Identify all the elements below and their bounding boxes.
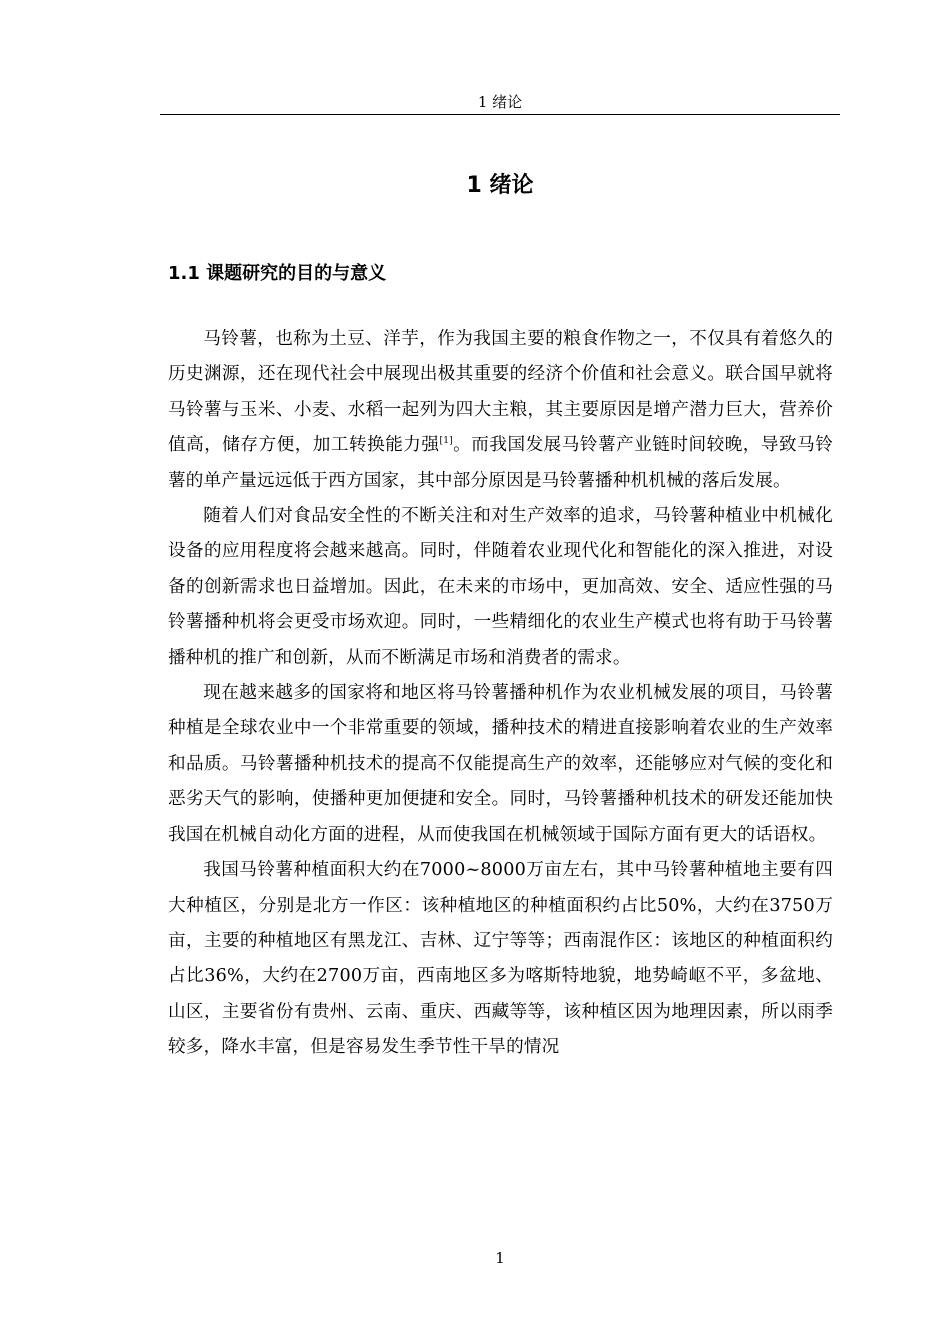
body-text — [168, 322, 833, 1066]
page-number: 1 — [495, 1249, 505, 1267]
paragraph-1 — [168, 322, 833, 499]
running-header: 1 绪论 — [477, 93, 523, 111]
chapter-title: 1 绪论 — [466, 173, 534, 198]
paragraph-1-text: 马铃薯，也称为土豆、洋芋，作为我国主要的粮食作物之一，不仅具有着悠久的历史渊源，还在现代社会中展现出极其重要的经济个价值和社会意义。联合国早就将马铃薯与玉米、小麦、水稻一起列为四大主粮，其主要原因是增产潜力巨大，营养价值高，储存方便，加工转换能力强 — [168, 329, 833, 456]
paragraph-1-text-continued: 。而我国发展马铃薯产业链时间较晚，导致马铃薯的单产量远远低于西方国家，其中部分原因是马铃薯播种机机械的落后发展。 — [168, 435, 833, 491]
paragraph-2: 随着人们对食品安全性的不断关注和对生产效率的追求，马铃薯种植业中机械化设备的应用程度将会越来越高。同时，伴随着农业现代化和智能化的深入推进，对设备的创新需求也日益增加。因此，在未来的市场中，更加高效、安全、适应性强的马铃薯播种机将会更受市场欢迎。同时，一些精细化的农业生产模式也将有助于马铃薯播种机的推广和创新，从而不断满足市场和消费者的需求。 — [168, 506, 833, 668]
paragraph-4: 我国马铃薯种植面积大约在7000~8000万亩左右，其中马铃薯种植地主要有四大种植区，分别是北方一作区：该种植地区的种植面积约占比50%，大约在3750万亩，主要的种植地区有黑龙江、吉林、辽宁等等；西南混作区：该地区的种植面积约占比36%，大约在2700万亩，西南地区多为喀斯特地貌，地势崎岖不平，多盆地、山区，主要省份有贵州、云南、重庆、西藏等等，该种植区因为地理因素，所以雨季较多，降水丰富，但是容易发生季节性干旱的情况 — [168, 860, 833, 1058]
header-rule — [160, 114, 840, 115]
section-heading: 1.1 课题研究的目的与意义 — [168, 263, 387, 284]
paragraph-3: 现在越来越多的国家将和地区将马铃薯播种机作为农业机械发展的项目，马铃薯种植是全球农业中一个非常重要的领域，播种技术的精进直接影响着农业的生产效率和品质。马铃薯播种机技术的提高不仅能提高生产的效率，还能够应对气候的变化和恶劣天气的影响，使播种更加便捷和安全。同时，马铃薯播种机技术的研发还能加快我国在机械自动化方面的进程，从而使我国在机械领域于国际方面有更大的话语权。 — [168, 683, 833, 845]
citation-marker: [1] — [439, 436, 453, 447]
